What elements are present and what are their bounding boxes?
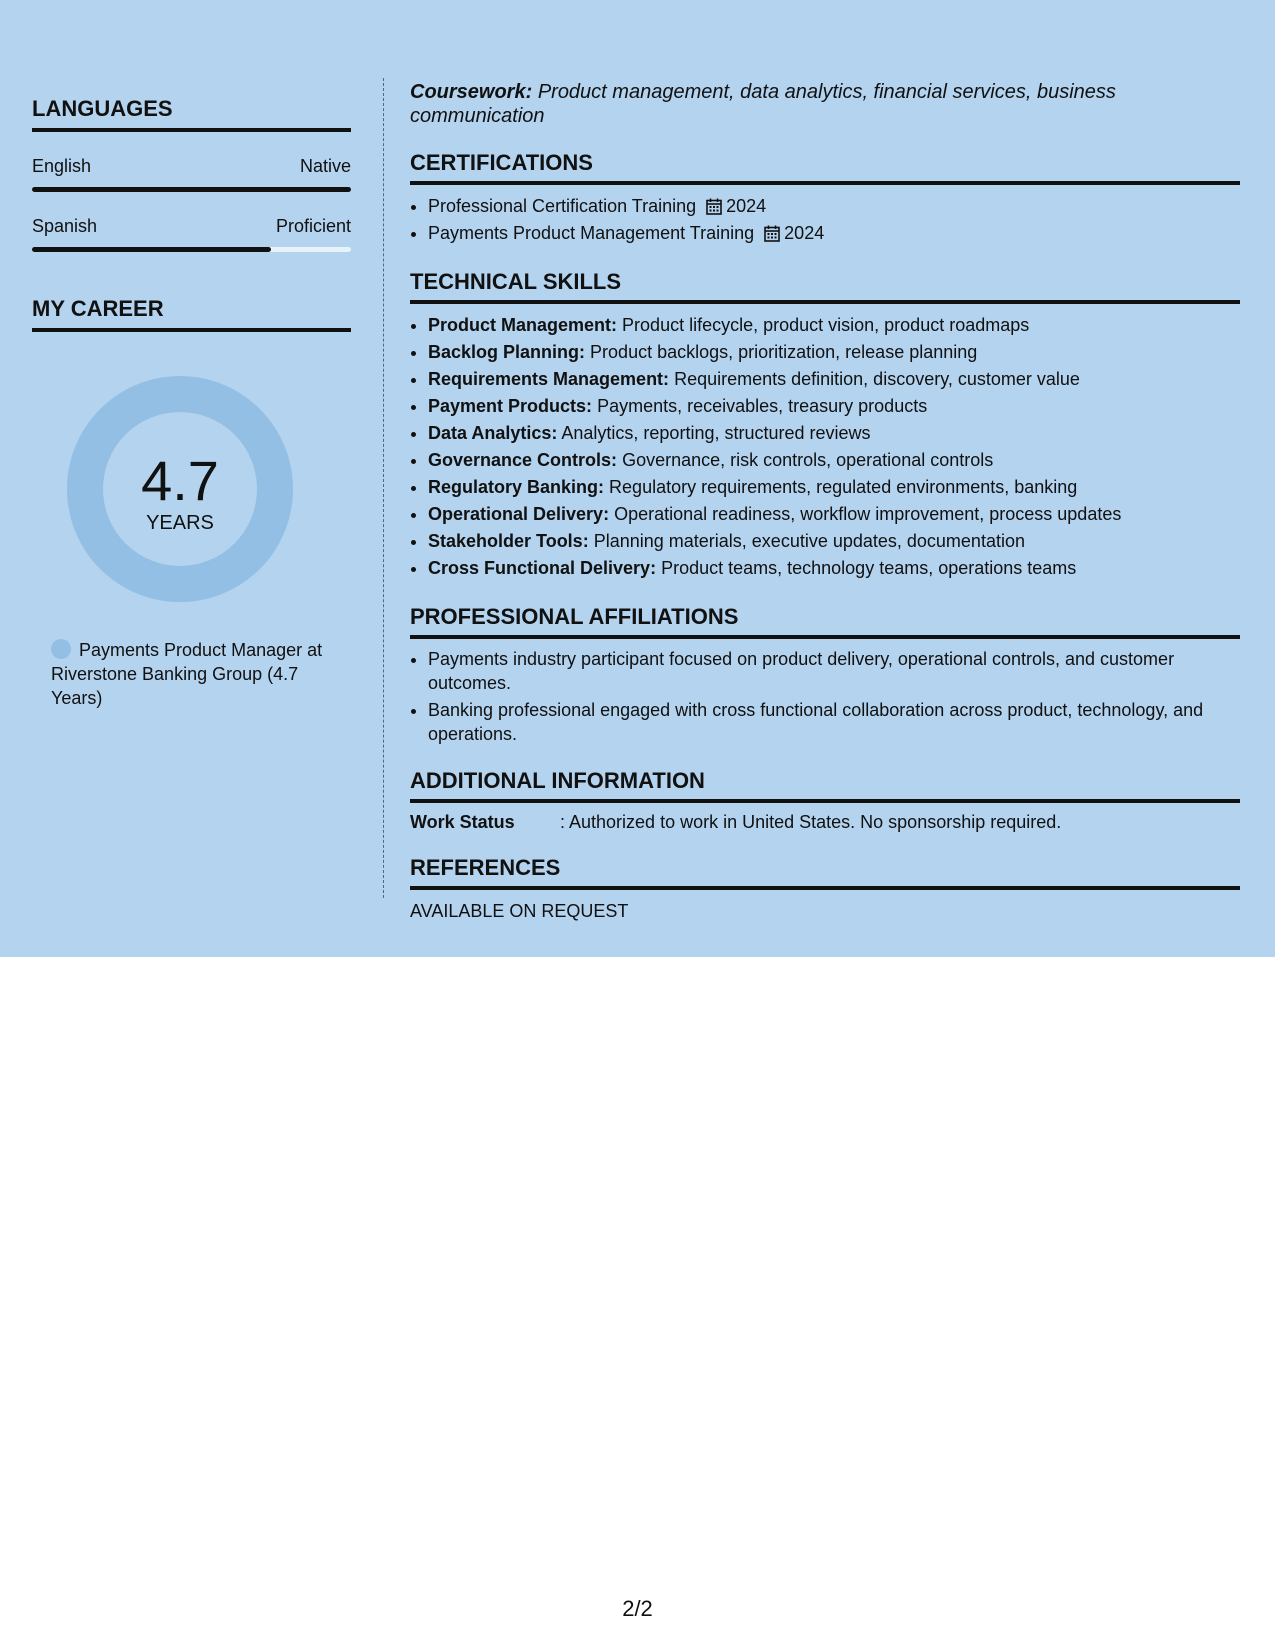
list-item: [428, 220, 1240, 247]
coursework-label: Coursework:: [410, 81, 533, 103]
list-item: [428, 528, 1240, 555]
list-item: [428, 501, 1240, 528]
list-item: [428, 193, 1240, 220]
work-status-row: [410, 812, 1240, 833]
list-item: [428, 555, 1240, 582]
list-item: [428, 366, 1240, 393]
certifications-heading: CERTIFICATIONS: [410, 150, 1240, 185]
career-heading: MY CAREER: [32, 296, 351, 332]
language-name: Spanish: [32, 216, 98, 236]
skill-label: Data Analytics:: [428, 423, 558, 443]
languages-heading: LANGUAGES: [32, 96, 351, 132]
coursework: [410, 80, 1240, 128]
column-divider: [383, 78, 384, 898]
language-proficiency-bar: [32, 247, 351, 252]
language-item-english: [32, 156, 351, 192]
work-status-label: Work Status: [410, 812, 515, 832]
skills-heading: TECHNICAL SKILLS: [410, 269, 1240, 304]
skill-label: Stakeholder Tools:: [428, 531, 589, 551]
coursework-text: Product management, data analytics, financial services, business communication: [410, 81, 1116, 127]
career-donut: [67, 376, 293, 602]
certification-year: 2024: [784, 223, 825, 243]
affiliations-heading: PROFESSIONAL AFFILIATIONS: [410, 604, 1240, 639]
calendar-icon: [764, 225, 780, 242]
language-proficiency-bar: [32, 187, 351, 192]
skill-label: Backlog Planning:: [428, 342, 586, 362]
certification-name: Professional Certification Training: [428, 196, 697, 216]
list-item: [428, 312, 1240, 339]
language-name: English: [32, 156, 92, 176]
skill-text: Product lifecycle, product vision, product roadmaps: [622, 315, 1030, 335]
skill-text: Analytics, reporting, structured reviews: [561, 423, 871, 443]
skill-label: Requirements Management:: [428, 369, 670, 389]
skill-label: Payment Products:: [428, 396, 593, 416]
skill-text: Governance, risk controls, operational controls: [622, 450, 994, 470]
language-proficiency-fill: [32, 187, 351, 192]
skill-label: Regulatory Banking:: [428, 477, 605, 497]
list-item: [428, 447, 1240, 474]
affiliations-list: [410, 647, 1240, 746]
skill-text: Payments, receivables, treasury products: [597, 396, 928, 416]
list-item: • Banking professional engaged with cross functional collaboration across product, technology, and operations.: [428, 698, 1240, 746]
skill-text: Planning materials, executive updates, documentation: [593, 531, 1025, 551]
language-item-spanish: [32, 216, 351, 252]
list-item: [428, 420, 1240, 447]
certifications-list: [410, 193, 1240, 247]
language-level: Native: [299, 156, 351, 176]
career-years-value: 4.7: [141, 449, 219, 512]
skill-text: Requirements definition, discovery, customer value: [674, 369, 1080, 389]
list-item: • Payments industry participant focused on product delivery, operational controls, and customer outcomes.: [428, 647, 1240, 695]
additional-info-heading: ADDITIONAL INFORMATION: [410, 768, 1240, 803]
work-status-value: : Authorized to work in United States. No sponsorship required.: [560, 812, 1062, 832]
career-years-unit: YEARS: [146, 512, 214, 534]
page-number: 2/2: [622, 1596, 653, 1621]
references-heading: REFERENCES: [410, 855, 1240, 890]
career-section: [32, 296, 351, 710]
skill-text: Operational readiness, workflow improvement, process updates: [614, 504, 1122, 524]
calendar-icon: [706, 198, 722, 215]
certification-name: Payments Product Management Training: [428, 223, 755, 243]
language-level: Proficient: [275, 216, 351, 236]
skill-label: Cross Functional Delivery:: [428, 558, 657, 578]
list-item: [428, 393, 1240, 420]
references-text: AVAILABLE ON REQUEST: [410, 901, 629, 921]
career-legend-text: Payments Product Manager at Riverstone Banking Group (4.7 Years): [51, 640, 323, 708]
skill-label: Governance Controls:: [428, 450, 618, 470]
left-column: [32, 80, 351, 710]
list-item: [428, 474, 1240, 501]
career-legend: [51, 638, 341, 710]
right-column: [410, 80, 1240, 922]
skill-label: Operational Delivery:: [428, 504, 610, 524]
legend-dot-icon: [51, 639, 71, 659]
language-proficiency-fill: [32, 247, 271, 252]
skill-text: Regulatory requirements, regulated environments, banking: [609, 477, 1078, 497]
skills-list: [410, 312, 1240, 582]
certification-year: 2024: [726, 196, 767, 216]
skill-label: Product Management:: [428, 315, 618, 335]
skill-text: Product teams, technology teams, operations teams: [661, 558, 1077, 578]
skill-text: Product backlogs, prioritization, release planning: [590, 342, 978, 362]
list-item: [428, 339, 1240, 366]
